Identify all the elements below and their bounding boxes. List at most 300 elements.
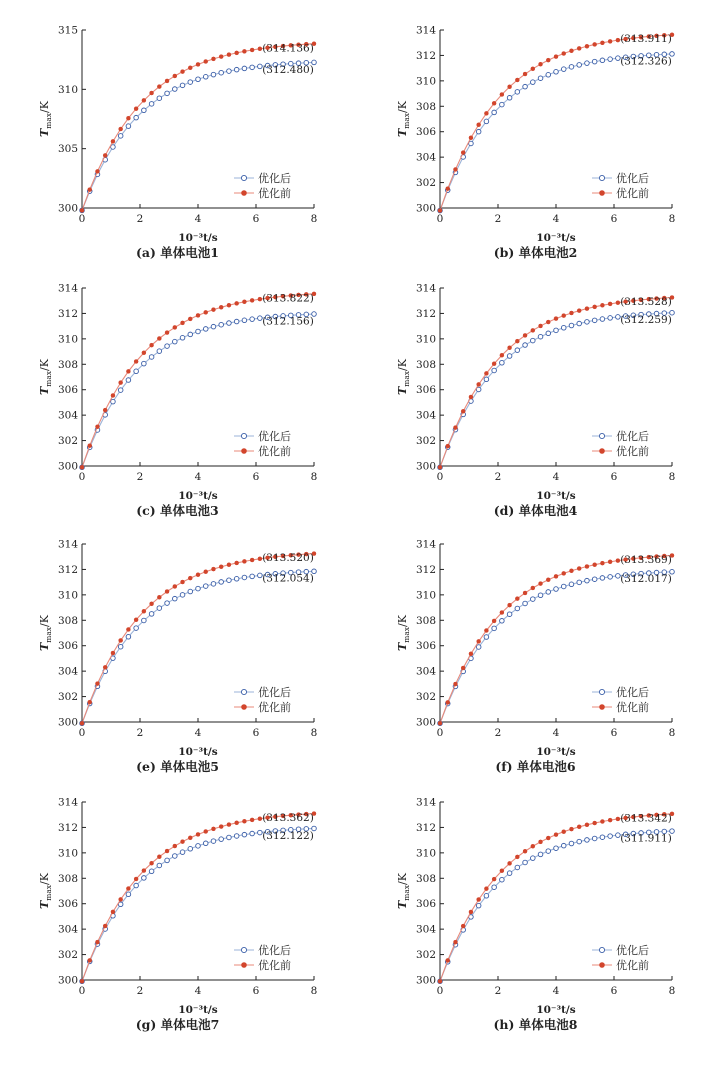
- data-point-before: [196, 62, 200, 66]
- x-tick-label: 0: [436, 471, 444, 483]
- chart-caption: (c) 单体电池3: [136, 503, 219, 518]
- data-point-before: [585, 823, 589, 827]
- data-point-before: [484, 371, 488, 375]
- data-point-after: [227, 69, 232, 74]
- y-tick-label: 315: [57, 24, 78, 37]
- y-tick-label: 300: [415, 202, 436, 215]
- data-point-before: [150, 91, 154, 95]
- data-point-after: [188, 846, 193, 851]
- data-point-after: [173, 87, 178, 92]
- x-tick-label: 2: [136, 985, 144, 997]
- x-tick-label: 8: [668, 213, 676, 225]
- chart-panel-3: [0, 258, 355, 526]
- data-point-after: [523, 343, 528, 348]
- x-tick-label: 8: [310, 985, 318, 997]
- data-point-after: [561, 843, 566, 848]
- data-point-before: [446, 187, 450, 191]
- data-point-after: [203, 841, 208, 846]
- end-value-label: (313.822): [262, 292, 314, 305]
- data-point-before: [242, 300, 246, 304]
- y-tick-label: 310: [57, 83, 78, 96]
- y-tick-label: 314: [415, 282, 436, 295]
- data-point-before: [80, 208, 84, 212]
- data-point-before: [515, 78, 519, 82]
- data-point-before: [242, 819, 246, 823]
- data-point-before: [219, 825, 223, 829]
- x-axis-label: 10⁻³t/s: [178, 1004, 218, 1016]
- data-point-after: [476, 645, 481, 650]
- data-point-before: [477, 382, 481, 386]
- data-point-after: [492, 368, 497, 373]
- data-point-before: [88, 444, 92, 448]
- x-axis-label: 10⁻³t/s: [536, 746, 576, 758]
- data-point-after: [196, 844, 201, 849]
- chart-panel-1: [0, 0, 355, 268]
- data-point-before: [235, 301, 239, 305]
- data-point-after: [157, 863, 162, 868]
- legend-marker-after: [241, 689, 246, 694]
- data-point-after: [149, 869, 154, 874]
- data-point-before: [103, 665, 107, 669]
- data-point-before: [515, 597, 519, 601]
- data-point-before: [126, 627, 130, 631]
- data-point-before: [453, 426, 457, 430]
- data-point-after: [515, 348, 520, 353]
- data-point-before: [477, 639, 481, 643]
- data-point-before: [157, 85, 161, 89]
- y-tick-label: 312: [57, 821, 78, 834]
- data-point-after: [476, 129, 481, 134]
- data-point-after: [211, 324, 216, 329]
- chart-caption: (b) 单体电池2: [493, 245, 578, 260]
- chart-svg: [0, 258, 355, 502]
- data-point-after: [242, 66, 247, 71]
- data-point-before: [188, 836, 192, 840]
- data-point-before: [569, 311, 573, 315]
- data-point-after: [531, 80, 536, 85]
- data-point-before: [531, 586, 535, 590]
- x-tick-label: 8: [310, 727, 318, 739]
- x-tick-label: 0: [436, 213, 444, 225]
- y-tick-label: 310: [57, 847, 78, 860]
- y-tick-label: 312: [415, 49, 436, 62]
- data-point-before: [211, 567, 215, 571]
- data-point-before: [227, 823, 231, 827]
- y-tick-label: 312: [57, 563, 78, 576]
- data-point-before: [119, 127, 123, 131]
- data-point-after: [219, 837, 224, 842]
- legend-marker-before: [600, 191, 605, 196]
- data-point-after: [515, 90, 520, 95]
- data-point-before: [554, 574, 558, 578]
- data-point-before: [539, 324, 543, 328]
- data-point-before: [165, 331, 169, 335]
- legend: [234, 171, 291, 200]
- data-point-before: [173, 325, 177, 329]
- data-point-after: [600, 58, 605, 63]
- data-point-before: [546, 836, 550, 840]
- data-point-after: [250, 574, 255, 579]
- y-axis-label-unit: /K: [396, 101, 409, 113]
- data-point-after: [250, 831, 255, 836]
- data-point-after: [577, 63, 582, 68]
- data-point-after: [492, 885, 497, 890]
- data-point-after: [118, 134, 123, 139]
- data-point-before: [469, 395, 473, 399]
- x-tick-label: 4: [194, 213, 202, 225]
- y-tick-label: 310: [415, 847, 436, 860]
- data-point-after: [242, 832, 247, 837]
- chart-panel-6: [358, 514, 713, 782]
- data-point-before: [593, 42, 597, 46]
- legend: [234, 685, 291, 714]
- legend-marker-before: [600, 449, 605, 454]
- data-point-before: [235, 821, 239, 825]
- data-point-before: [188, 317, 192, 321]
- data-point-before: [608, 560, 612, 564]
- y-axis-label-sub: max: [44, 112, 53, 129]
- legend-marker-after: [241, 433, 246, 438]
- legend-label-before: 优化前: [258, 445, 291, 458]
- data-point-before: [211, 308, 215, 312]
- data-point-before: [577, 46, 581, 50]
- data-point-before: [134, 618, 138, 622]
- x-tick-label: 6: [610, 471, 618, 483]
- data-point-after: [219, 580, 224, 585]
- data-point-after: [234, 576, 239, 581]
- legend-label-before: 优化前: [258, 701, 291, 714]
- data-point-before: [219, 305, 223, 309]
- y-tick-label: 304: [57, 665, 78, 678]
- legend-marker-after: [241, 175, 246, 180]
- data-point-before: [562, 830, 566, 834]
- y-tick-label: 308: [57, 614, 78, 627]
- data-point-before: [119, 381, 123, 385]
- y-tick-label: 302: [415, 691, 436, 704]
- data-point-before: [438, 209, 442, 213]
- data-point-before: [438, 465, 442, 469]
- data-point-before: [219, 565, 223, 569]
- y-tick-label: 302: [415, 177, 436, 190]
- data-point-after: [608, 316, 613, 321]
- x-tick-label: 2: [136, 727, 144, 739]
- y-tick-label: 300: [57, 202, 78, 215]
- data-point-after: [561, 325, 566, 330]
- data-point-after: [196, 329, 201, 334]
- data-point-after: [203, 584, 208, 589]
- y-tick-label: 302: [57, 949, 78, 962]
- data-point-after: [592, 318, 597, 323]
- y-axis-label-main: T: [396, 900, 409, 909]
- y-tick-label: 306: [415, 384, 436, 397]
- data-point-after: [546, 331, 551, 336]
- data-point-before: [196, 832, 200, 836]
- legend-marker-before: [242, 963, 247, 968]
- data-point-after: [188, 589, 193, 594]
- data-point-before: [438, 979, 442, 983]
- data-point-before: [188, 576, 192, 580]
- data-point-before: [211, 57, 215, 61]
- y-tick-label: 306: [415, 898, 436, 911]
- data-point-before: [539, 840, 543, 844]
- data-point-before: [477, 898, 481, 902]
- data-point-after: [592, 836, 597, 841]
- data-point-after: [134, 115, 139, 120]
- y-tick-label: 314: [57, 538, 78, 551]
- chart-panel-7: [0, 772, 355, 1040]
- y-tick-label: 306: [415, 126, 436, 139]
- data-point-after: [134, 883, 139, 888]
- end-value-label: (312.122): [262, 829, 314, 842]
- end-value-label: (312.259): [620, 314, 672, 327]
- data-point-before: [531, 67, 535, 71]
- x-axis-label: 10⁻³t/s: [178, 746, 218, 758]
- y-axis-label: [396, 358, 411, 395]
- data-point-after: [500, 360, 505, 365]
- data-point-after: [165, 858, 170, 863]
- data-point-before: [469, 136, 473, 140]
- data-point-before: [593, 821, 597, 825]
- y-tick-label: 305: [57, 143, 78, 156]
- legend-marker-after: [599, 947, 604, 952]
- data-point-before: [126, 887, 130, 891]
- x-tick-label: 6: [252, 727, 260, 739]
- data-point-before: [608, 818, 612, 822]
- legend-label-before: 优化前: [616, 959, 649, 972]
- data-point-before: [446, 700, 450, 704]
- end-value-label: (312.156): [262, 315, 314, 328]
- data-point-after: [569, 582, 574, 587]
- y-tick-label: 312: [415, 307, 436, 320]
- chart-caption: (f) 单体电池6: [495, 759, 576, 774]
- x-tick-label: 6: [252, 471, 260, 483]
- data-point-after: [569, 841, 574, 846]
- legend-marker-before: [242, 705, 247, 710]
- data-point-before: [593, 305, 597, 309]
- y-axis-label-sub: max: [44, 626, 53, 643]
- legend-label-after: 优化后: [616, 172, 649, 185]
- data-point-after: [126, 378, 131, 383]
- data-point-before: [492, 877, 496, 881]
- data-point-after: [600, 576, 605, 581]
- y-tick-label: 310: [415, 333, 436, 346]
- data-point-before: [546, 320, 550, 324]
- data-point-before: [500, 353, 504, 357]
- data-point-after: [577, 839, 582, 844]
- data-point-after: [242, 575, 247, 580]
- data-point-after: [554, 587, 559, 592]
- end-value-label: (313.342): [620, 812, 672, 825]
- data-point-after: [227, 835, 232, 840]
- data-point-before: [95, 169, 99, 173]
- data-point-after: [188, 332, 193, 337]
- data-point-after: [538, 593, 543, 598]
- y-tick-label: 300: [415, 460, 436, 473]
- x-tick-label: 2: [494, 985, 502, 997]
- data-point-before: [585, 307, 589, 311]
- x-tick-label: 6: [610, 985, 618, 997]
- y-axis-label-unit: /K: [396, 615, 409, 627]
- data-point-before: [188, 66, 192, 70]
- legend: [234, 429, 291, 458]
- data-point-before: [227, 53, 231, 57]
- data-point-after: [484, 893, 489, 898]
- data-point-before: [492, 362, 496, 366]
- data-point-before: [515, 339, 519, 343]
- data-point-after: [227, 321, 232, 326]
- data-point-before: [103, 924, 107, 928]
- data-point-after: [173, 339, 178, 344]
- chart-panel-5: [0, 514, 355, 782]
- data-point-after: [180, 335, 185, 340]
- data-point-after: [149, 355, 154, 360]
- data-point-before: [142, 98, 146, 102]
- chart-caption: (d) 单体电池4: [493, 503, 578, 518]
- data-point-after: [173, 596, 178, 601]
- data-point-before: [577, 566, 581, 570]
- legend-label-before: 优化前: [258, 959, 291, 972]
- data-point-before: [88, 188, 92, 192]
- data-point-before: [531, 844, 535, 848]
- y-tick-label: 308: [57, 872, 78, 885]
- data-point-after: [142, 361, 147, 366]
- data-point-after: [242, 318, 247, 323]
- data-point-before: [227, 563, 231, 567]
- data-point-before: [250, 48, 254, 52]
- data-point-before: [453, 682, 457, 686]
- x-tick-label: 8: [310, 471, 318, 483]
- data-point-after: [554, 846, 559, 851]
- data-point-before: [577, 825, 581, 829]
- data-point-before: [142, 869, 146, 873]
- chart-panel-4: [358, 258, 713, 526]
- x-tick-label: 0: [78, 985, 86, 997]
- data-point-before: [461, 151, 465, 155]
- y-tick-label: 302: [57, 435, 78, 448]
- x-tick-label: 2: [494, 727, 502, 739]
- y-tick-label: 302: [415, 949, 436, 962]
- data-point-before: [173, 584, 177, 588]
- chart-panel-2: [358, 0, 713, 268]
- data-point-before: [111, 910, 115, 914]
- data-point-before: [461, 924, 465, 928]
- y-axis-label-sub: max: [402, 626, 411, 643]
- data-point-before: [508, 346, 512, 350]
- data-point-before: [111, 651, 115, 655]
- data-point-before: [211, 827, 215, 831]
- data-point-after: [196, 586, 201, 591]
- y-axis-label-main: T: [396, 386, 409, 395]
- y-axis-label-sub: max: [402, 370, 411, 387]
- data-point-before: [196, 313, 200, 317]
- data-point-before: [165, 79, 169, 83]
- data-point-after: [492, 626, 497, 631]
- data-point-after: [546, 849, 551, 854]
- data-point-before: [111, 139, 115, 143]
- x-axis-label: 10⁻³t/s: [536, 490, 576, 502]
- y-tick-label: 306: [57, 898, 78, 911]
- data-point-before: [250, 818, 254, 822]
- data-point-before: [181, 321, 185, 325]
- data-point-before: [453, 940, 457, 944]
- y-axis-label: [396, 614, 411, 651]
- data-point-before: [173, 844, 177, 848]
- y-tick-label: 314: [415, 796, 436, 809]
- data-point-before: [88, 958, 92, 962]
- legend-label-before: 优化前: [616, 187, 649, 200]
- data-point-before: [204, 829, 208, 833]
- data-point-before: [196, 573, 200, 577]
- y-tick-label: 314: [57, 282, 78, 295]
- data-point-after: [554, 328, 559, 333]
- data-point-before: [134, 359, 138, 363]
- data-point-before: [446, 444, 450, 448]
- data-point-after: [492, 110, 497, 115]
- y-axis-label-unit: /K: [38, 615, 51, 627]
- chart-svg: [358, 514, 713, 758]
- legend-marker-after: [241, 947, 246, 952]
- data-point-before: [554, 55, 558, 59]
- data-point-before: [242, 49, 246, 53]
- chart-svg: [0, 0, 355, 244]
- data-point-before: [227, 303, 231, 307]
- x-tick-label: 4: [552, 213, 560, 225]
- data-point-after: [165, 91, 170, 96]
- data-point-before: [484, 111, 488, 115]
- legend-label-after: 优化后: [258, 944, 291, 957]
- data-point-before: [142, 609, 146, 613]
- data-point-after: [134, 626, 139, 631]
- data-point-before: [585, 564, 589, 568]
- y-tick-label: 304: [415, 923, 436, 936]
- y-tick-label: 310: [415, 589, 436, 602]
- data-point-before: [469, 910, 473, 914]
- y-tick-label: 308: [57, 358, 78, 371]
- data-point-after: [118, 388, 123, 393]
- data-point-after: [196, 77, 201, 82]
- data-point-after: [608, 834, 613, 839]
- data-point-before: [539, 582, 543, 586]
- x-tick-label: 0: [78, 213, 86, 225]
- data-point-after: [523, 84, 528, 89]
- y-axis-label: [396, 872, 411, 909]
- data-point-before: [608, 39, 612, 43]
- legend-marker-after: [599, 175, 604, 180]
- legend-label-after: 优化后: [258, 686, 291, 699]
- data-point-before: [446, 958, 450, 962]
- y-axis-label-main: T: [38, 642, 51, 651]
- x-tick-label: 2: [494, 471, 502, 483]
- data-point-after: [507, 95, 512, 100]
- y-tick-label: 312: [415, 821, 436, 834]
- y-tick-label: 304: [415, 665, 436, 678]
- data-point-before: [119, 638, 123, 642]
- legend-label-after: 优化后: [616, 686, 649, 699]
- end-value-label: (313.911): [620, 33, 672, 46]
- legend-marker-before: [242, 191, 247, 196]
- data-point-after: [585, 578, 590, 583]
- data-point-before: [508, 603, 512, 607]
- data-point-before: [539, 62, 543, 66]
- data-point-before: [546, 578, 550, 582]
- x-tick-label: 4: [194, 471, 202, 483]
- y-tick-label: 310: [415, 75, 436, 88]
- legend: [592, 171, 649, 200]
- data-point-after: [523, 860, 528, 865]
- data-point-before: [438, 721, 442, 725]
- data-point-before: [508, 861, 512, 865]
- data-point-before: [600, 41, 604, 45]
